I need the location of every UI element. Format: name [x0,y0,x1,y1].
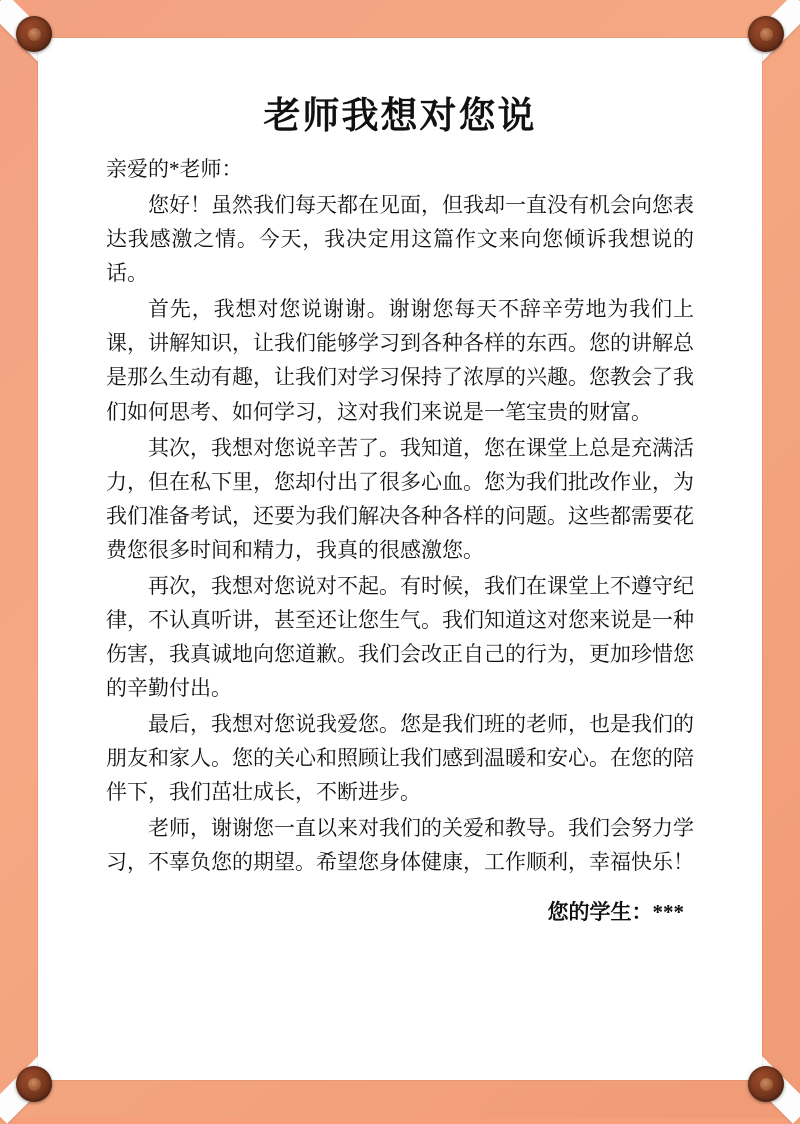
paper-sheet [38,38,762,1080]
corner-rivet-top-right-icon [748,16,784,52]
salutation: 亲爱的*老师： [106,157,243,182]
corner-rivet-bottom-right-icon [748,1066,784,1102]
paragraph-1: 您好！虽然我们每天都在见面，但我却一直没有机会向您表达我感激之情。今天，我决定用这篇作文来向您倾诉我想说的话。 [106,193,694,286]
corner-rivet-top-left-icon [16,16,52,52]
paragraph-3: 其次，我想对您说辛苦了。我知道，您在课堂上总是充满活力，但在私下里，您却付出了很多心血。您为我们批改作业，为我们准备考试，还要为我们解决各种各样的问题。这些都需要花费您很多时间和精力，我真的很感激您。 [106,435,694,562]
corner-rivet-bottom-left-icon [16,1066,52,1102]
document-body [106,76,694,1050]
signature: 您的学生：*** [547,899,684,924]
paragraph-5: 最后，我想对您说我爱您。您是我们班的老师，也是我们的朋友和家人。您的关心和照顾让我们感到温暖和安心。在您的陪伴下，我们茁壮成长，不断进步。 [106,711,694,804]
paragraph-4: 再次，我想对您说对不起。有时候，我们在课堂上不遵守纪律，不认真听讲，甚至还让您生气。我们知道这对您来说是一种伤害，我真诚地向您道歉。我们会改正自己的行为，更加珍惜您的辛勤付出。 [106,573,694,700]
paragraph-2: 首先，我想对您说谢谢。谢谢您每天不辞辛劳地为我们上课，讲解知识，让我们能够学习到各种各样的东西。您的讲解总是那么生动有趣，让我们对学习保持了浓厚的兴趣。您教会了我们如何思考、如何学习，这对我们来说是一笔宝贵的财富。 [106,297,694,424]
page-title: 老师我想对您说 [263,94,537,137]
paragraph-6: 老师，谢谢您一直以来对我们的关爱和教导。我们会努力学习，不辜负您的期望。希望您身体健康，工作顺利，幸福快乐！ [106,815,694,874]
